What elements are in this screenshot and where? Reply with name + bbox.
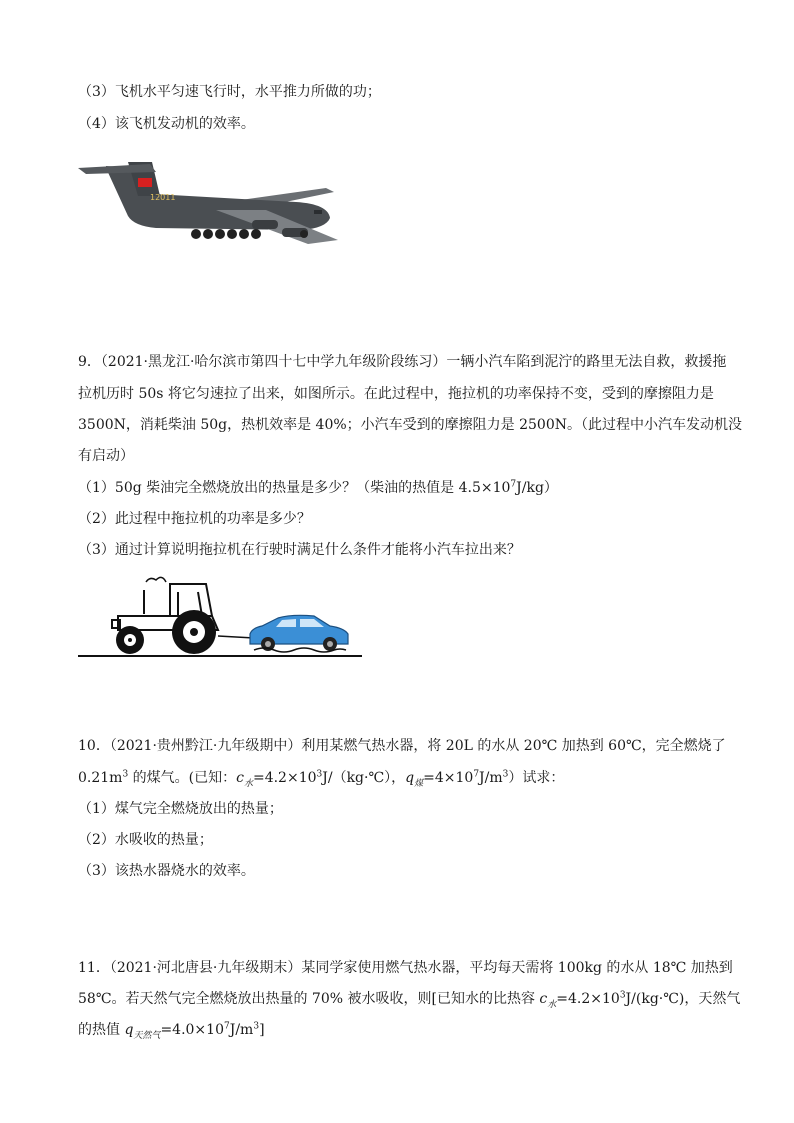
q11-line3: 的热值 $q_{天然气}=4.0\times 10^7J/m^3$]: [78, 1021, 265, 1041]
q9-line3: 3500N，消耗柴油 50g，热机效率是 40%；小汽车受到的摩擦阻力是 2500N。（此过程中小汽车发动机没: [78, 417, 742, 433]
q9-sub2: （2）此过程中拖拉机的功率是多少？: [78, 511, 311, 527]
q10-sub2: （2）水吸收的热量；: [78, 832, 213, 848]
q10-sub3: （3）该热水器烧水的效率。: [78, 863, 255, 879]
tractor-towing-car-image: [78, 572, 366, 662]
q9-sub3: （3）通过计算说明拖拉机在行驶时满足什么条件才能将小汽车拉出来？: [78, 542, 521, 558]
q8-sub3: （3）飞机水平匀速飞行时，水平推力所做的功；: [78, 84, 381, 100]
q9-line2: 拉机历时 50s 将它匀速拉了出来，如图所示。在此过程中，拖拉机的功率保持不变，受到的摩擦阻力是: [78, 386, 714, 402]
q11-line2: 58℃。若天然气完全燃烧放出热量的 70% 被水吸收，则[已知水的比热容 $c_水=4.2\times 10^3J/(kg\cdot℃)$，天然气: [78, 990, 741, 1010]
q10-line2: $0.21m^3$ 的煤气。(已知：$c_水=4.2\times 10^3J/(kg\cdot℃)$，$q_煤=4\times 10^7J/m^3$）试求：: [78, 769, 565, 789]
plane-number: 12011: [150, 193, 176, 202]
q9-line1: 9．（2021·黑龙江·哈尔滨市第四十七中学九年级阶段练习）一辆小汽车陷到泥泞的路里无法自救，救援拖: [78, 354, 727, 370]
q10-sub1: （1）煤气完全燃烧放出的热量；: [78, 801, 283, 817]
q9-line4: 有启动）: [78, 448, 134, 464]
q10-line1: 10．（2021·贵州黔江·九年级期中）利用某燃气热水器，将 20L 的水从 20℃ 加热到 60℃，完全燃烧了: [78, 738, 726, 754]
q11-line1: 11．（2021·河北唐县·九年级期末）某同学家使用燃气热水器，平均每天需将 100kg 的水从 18℃ 加热到: [78, 960, 733, 976]
q9-sub1: （1）50g 柴油完全燃烧放出的热量是多少？（柴油的热值是 $4.5\times 10^7J/kg$）: [78, 479, 558, 496]
flag-icon: [138, 178, 152, 187]
car-icon: [250, 615, 348, 651]
q8-sub4: （4）该飞机发动机的效率。: [78, 116, 255, 132]
transport-plane-image: [76, 158, 338, 256]
